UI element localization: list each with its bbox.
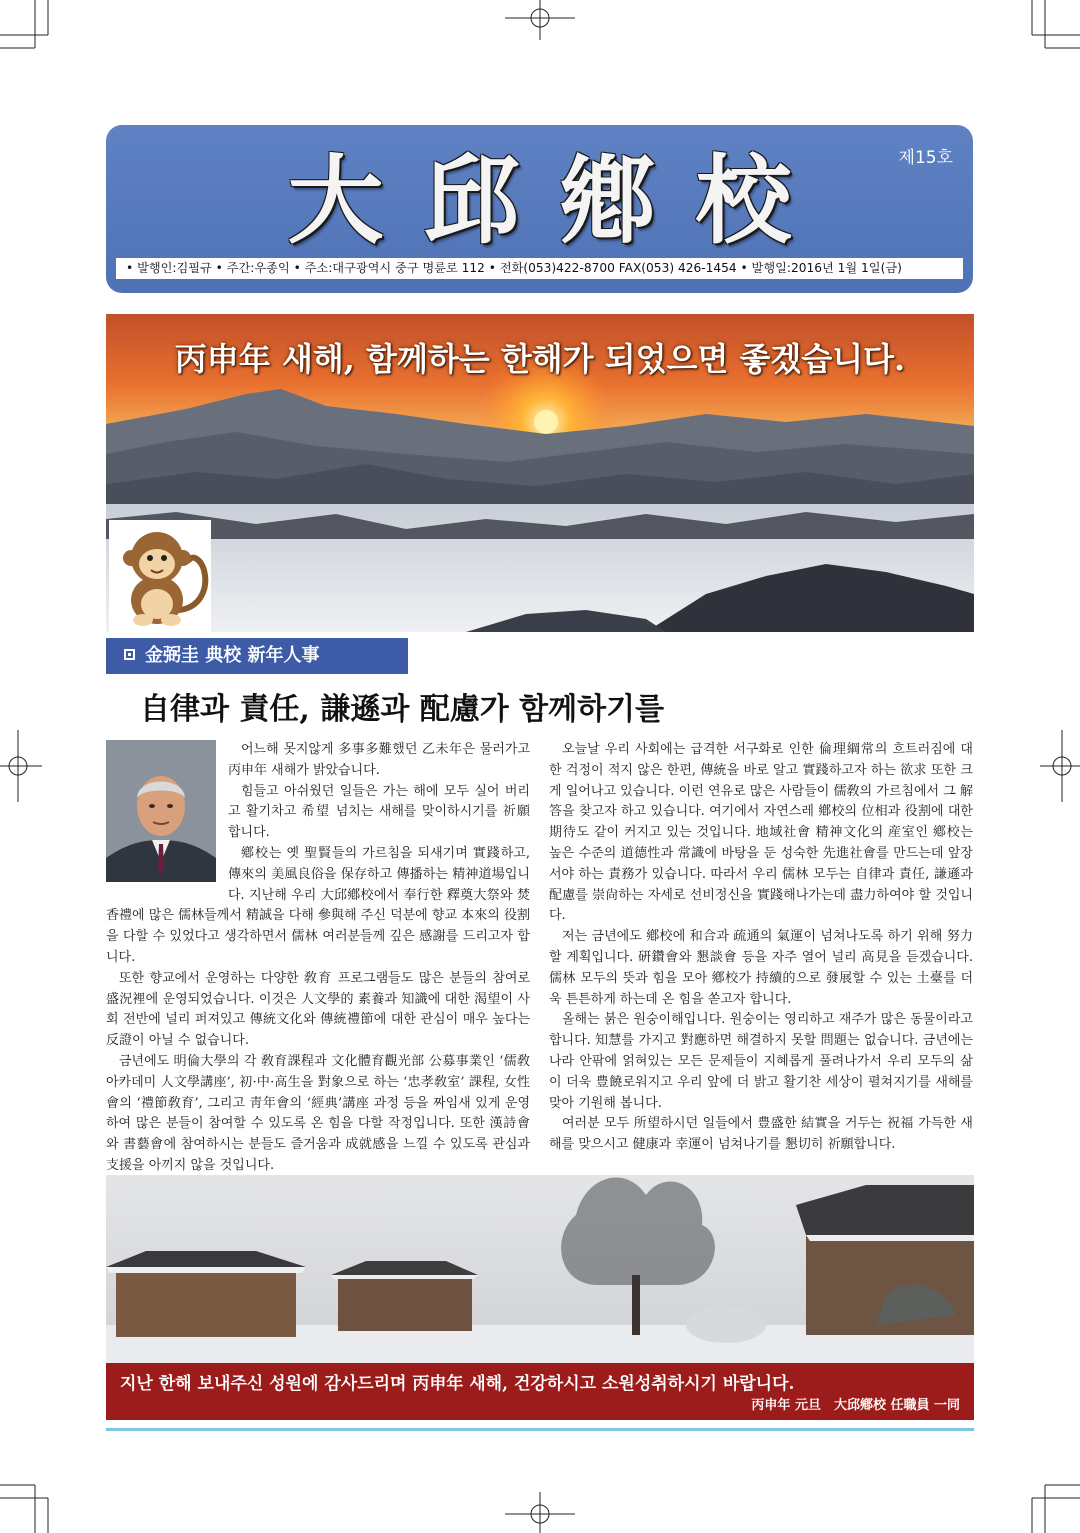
article-paragraph: 저는 금년에도 鄕校에 和合과 疏通의 氣運이 넘쳐나도록 하기 위해 努力할 계획입니다. 硏鑽會와 懇談會 등을 자주 열어 널리 高見을 듣겠습니다. 儒林 모두의 뜻과 힘을 모아 鄕校가 持續的으로 發展할 수 있는 土臺를 더욱 튼튼하게 하는데 온 힘을 쏟고자 합니다. (549, 929, 973, 1007)
article-column-right (549, 740, 973, 1156)
footer-rule (106, 1428, 974, 1431)
greeting-banner (106, 1363, 974, 1420)
article-column-left (106, 740, 530, 1177)
snowy-hyanggyo-illustration (106, 1175, 974, 1363)
article-headline: 自律과 責任, 謙遜과 配慮가 함께하기를 (140, 692, 665, 727)
hero-headline: 丙申年 새해, 함께하는 한해가 되었으면 좋겠습니다. (174, 340, 906, 378)
article-paragraph: 또한 향교에서 운영하는 다양한 敎育 프로그램들도 많은 분들의 참여로 盛況裡에 운영되었습니다. 이것은 人文學的 素養과 知識에 대한 渴望이 사회 전반에 널리 퍼져있고 傳統文化와 傳統禮節에 대한 관심이 매우 높다는 反證이 아닐 수 없습니다. (106, 970, 530, 1049)
article-paragraph: 어느해 못지않게 多事多難했던 乙未年은 물러가고 丙申年 새해가 밝았습니다. (228, 742, 530, 778)
portrait-photo (106, 740, 216, 882)
article-paragraph: 금년에도 明倫大學의 각 敎育課程과 文化體育觀光部 公募事業인 ‘儒敎아카데미 人文學講座’, 初·中·高生을 對象으로 하는 ‘忠孝敎室’ 課程, 女性會의 ‘禮節敎育’, 그리고 靑年會의 ‘經典’講座 과정 등을 짜임새 있게 운영하여 많은 분들이 참여할 수 있도록 온 힘을 다할 작정입니다. 또한 漢詩會와 書藝會에 참여하시는 분들도 즐거움과 成就感을 느낄 수 있도록 관심과 支援을 아끼지 않을 것입니다. (106, 1053, 530, 1173)
article-paragraph: 여러분 모두 所望하시던 일들에서 豊盛한 結實을 거두는 祝福 가득한 새해를 맞으시고 健康과 幸運이 넘쳐나기를 懇切히 祈願합니다. (549, 1116, 973, 1153)
section-label-text: 金弼圭 典校 新年人事 (145, 645, 320, 666)
masthead (106, 125, 973, 293)
square-bullet-icon (124, 649, 135, 660)
monkey-illustration (109, 520, 211, 632)
publication-info: • 발행인:김필규 • 주간:우종익 • 주소:대구광역시 중구 명륜로 112 • 전화(053)422-8700 FAX(053) 426-1454 • 발행일:2016년 1월 1일(금) (116, 258, 963, 279)
article-paragraph: 오늘날 우리 사회에는 급격한 서구화로 인한 倫理綱常의 흐트러짐에 대한 걱정이 적지 않은 한편, 傳統을 바로 알고 實踐하고자 하는 欲求 또한 크게 일어나고 있습니다. 이런 연유로 많은 사람들이 儒敎의 가르침에서 그 解答을 찾고자 하고 있습니다. 여기에서 자연스레 鄕校의 位相과 役割에 대한 期待도 같이 커지고 있는 것입니다. 地域社會 精神文化의 産室인 鄕校는 높은 수준의 道德性과 常識에 바탕을 둔 성숙한 先進社會를 만드는데 앞장서야 하는 責務가 있습니다. 따라서 우리 儒林 모두는 自律과 責任, 謙遜과 配慮를 崇尙하는 자세로 선비정신을 實踐해나가는데 盡力하여야 할 것입니다. (549, 742, 973, 924)
hero-image (106, 314, 974, 632)
issue-number: 제15호 (898, 148, 953, 168)
section-label (106, 638, 408, 674)
monkey-icon (109, 520, 211, 632)
article-paragraph: 鄕校는 옛 聖賢들의 가르침을 되새기며 實踐하고, 傳來의 美風良俗을 保存하고 傳播하는 精神道場입니다. 지난해 우리 大邱鄕校에서 奉行한 釋奠大祭와 焚香禮에 많은 儒林들께서 精誠을 다해 參與해 주신 덕분에 향교 本來의 役割을 다할 수 있었다고 생각하면서 儒林 여러분들께 깊은 感謝를 드리고자 합니다. (106, 845, 530, 965)
masthead-title: 大邱鄕校 (287, 144, 832, 257)
banner-signature: 丙申年 元旦 大邱鄕校 任職員 一同 (751, 1398, 960, 1413)
article-paragraph: 올해는 붉은 원숭이해입니다. 원숭이는 영리하고 재주가 많은 동물이라고 합니다. 知慧를 가지고 對應하면 해결하지 못할 問題는 없습니다. 금년에는 나라 안팎에 얽혀있는 모든 문제들이 지혜롭게 풀려나가서 우리 모두의 삶이 더욱 豊饒로워지고 우리 앞에 더 밝고 활기찬 세상이 펼쳐지기를 새해를 맞아 기원해 봅니다. (549, 1012, 973, 1111)
hyanggyo-winter-photo (106, 1175, 974, 1363)
article-paragraph: 힘들고 아쉬웠던 일들은 가는 해에 모두 실어 버리고 활기차고 希望 넘치는 새해를 맞이하시기를 祈願합니다. (228, 783, 530, 841)
person-portrait-icon (106, 740, 216, 882)
banner-message: 지난 한해 보내주신 성원에 감사드리며 丙申年 새해, 건강하시고 소원성취하시기 바랍니다. (120, 1374, 795, 1394)
